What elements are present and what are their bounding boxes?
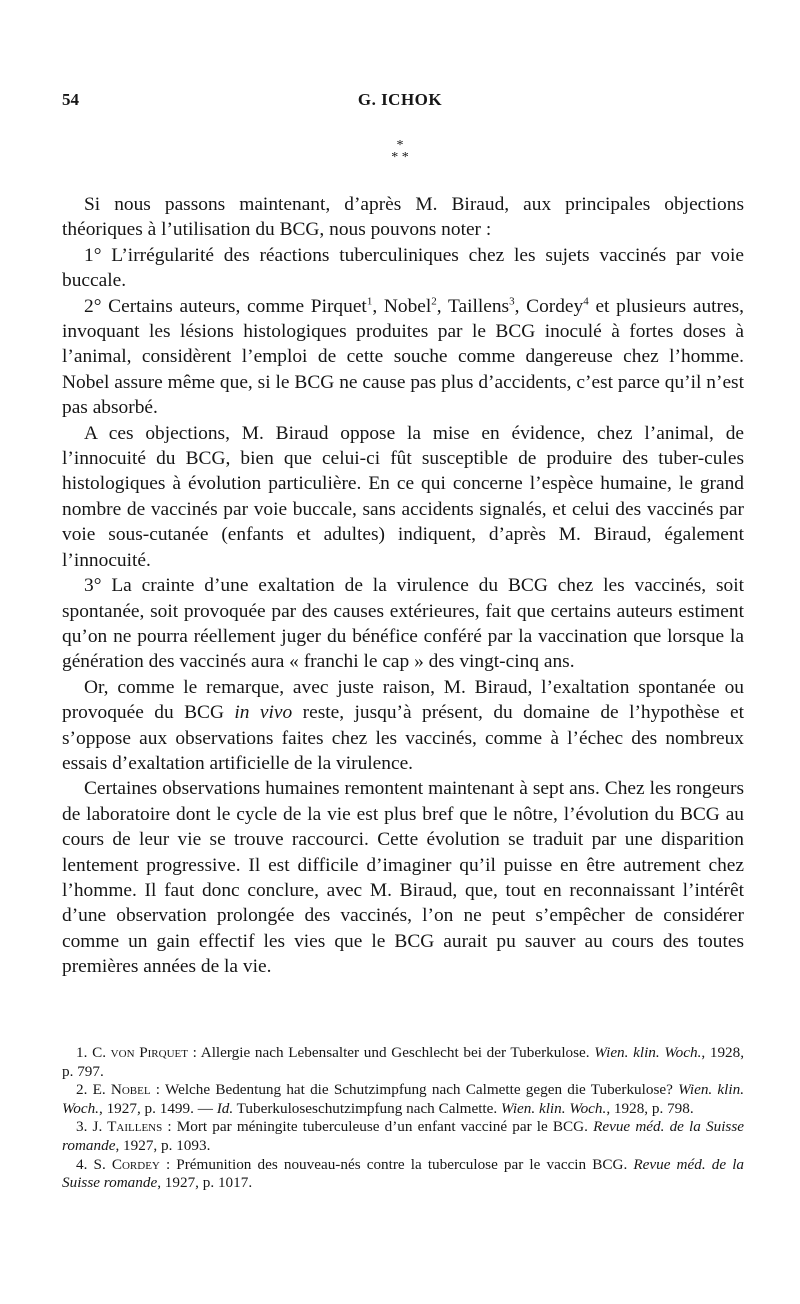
text-run: , Taillens [436,295,510,317]
footnotes [62,1044,744,1193]
text-run: , Nobel [372,295,432,317]
text-run: reste, jusqu’à présent, du domaine de l’hypothèse et s’oppose aux observations faites chez les vaccinés, comme à l’échec des nombreux essais d’exaltation artificielle de la virulence. [62,702,744,774]
text-run: , Cordey [514,295,584,317]
footnote-journal: Revue méd. de la Suisse romande [62,1155,745,1192]
footnote-title: : Prémunition des nouveau-nés contre la tuberculose par le vaccin BCG. [159,1155,634,1173]
footnote-title: : Allergie nach Lebensalter und Geschlecht bei der Tuberkulose. [187,1044,595,1061]
text-run: Or, comme le remarque, avec juste raison, M. Biraud, l’exaltation spontanée ou provoquée du BCG [62,676,744,724]
paragraph-objection-3: 3° La crainte d’une exaltation de la virulence du BCG chez les vaccinés, soit spontanée, soit provoquée par des causes extérieures, fait que certains auteurs estiment qu’on ne pourra réellement juger du bénéfice conféré par la vaccination que lorsque la génération des vaccinés aura « franchi le cap » des vingt-cinq ans. [62,575,744,673]
asterism-separator [0,140,800,164]
footnote-journal: Revue méd. de la Suisse romande [62,1118,744,1154]
paragraph-virulence [62,675,744,777]
paragraph-objection-2 [62,294,744,421]
footnote-3 [62,1118,744,1155]
page-number: 54 [62,90,79,109]
footnote-title: : Welche Bedentung hat die Schutzimpfung nach Calmette gegen die Tuberkulose? [150,1081,679,1099]
text-run: 2° Certains auteurs, comme Pirquet [84,295,367,317]
italic-in-vivo: in vivo [234,702,293,724]
footnote-number: 1. [76,1044,93,1061]
footnote-journal: Wien. klin. Woch. [594,1044,702,1061]
footnote-4 [62,1156,744,1193]
text-run: et plusieurs autres, invoquant les lésions histologiques produites par le BCG inoculé à fortes doses à l’animal, considèrent l’emploi de cette souche comme dangereuse chez l’homme. Nobel assure même que, si le BCG ne cause pas plus d’accidents, c’est parce qu’il n’est pas absorbé. [62,295,745,419]
footnote-tail: , 1927, p. 1017. [157,1174,253,1192]
footnote-ibid: Id. [216,1099,234,1117]
footnote-journal: Wien. klin. Woch. [62,1081,745,1117]
footnote-number: 4. [76,1155,94,1173]
running-title: G. ICHOK [357,90,443,109]
footnote-1 [62,1044,744,1081]
asterism-bottom: * * [391,150,409,165]
footnote-ref-3: 3 [509,295,515,308]
footnote-author: C. von Pirquet [92,1044,188,1061]
footnote-ref-1: 1 [366,295,373,308]
paragraph-conclusion: Certaines observations humaines remontent maintenant à sept ans. Chez les rongeurs de laboratoire dont le cycle de la vie est plus bref que le nôtre, l’évolution du BCG au cours de leur vie se trouve raccourci. Cette évolution se traduit par une disparition lentement progressive. Il est difficile d’imaginer qu’il puisse en être autrement chez l’homme. Il faut donc conclure, avec M. Biraud, que, tout en reconnaissant l’intérêt d’une observation prolongée des vaccinés, l’on ne peut s’empêcher de considérer comme un gain effectif les vies que le BCG aurait pu sauver au cours des toutes premières années de la vie. [62,778,744,978]
footnote-author: E. Nobel [92,1081,151,1099]
footnote-2 [62,1081,744,1118]
paragraph-objection-1: 1° L’irrégularité des réactions tuberculiniques chez les sujets vaccinés par voie buccale. [62,244,744,292]
footnote-title: Tuberkuloseschutzimpfung nach Calmette. [233,1099,501,1117]
footnote-tail: , 1927, p. 1093. [115,1136,211,1154]
asterism-top: * [396,138,404,153]
paragraph-intro: Si nous passons maintenant, d’après M. Biraud, aux principales objections théoriques à l’utilisation du BCG, nous pouvons noter : [62,194,744,241]
paragraph-response: A ces objections, M. Biraud oppose la mise en évidence, chez l’animal, de l’innocuité du BCG, bien que celui-ci fût susceptible de produire des tuber-cules histologiques à évolution particulière. En ce qui concerne l’espèce humaine, le grand nombre de vaccinés par voie buccale, sans accidents signalés, et celui des vaccinés par voie sous-cutanée (enfants et adultes) indiquent, d’après M. Biraud, également l’innocuité. [62,422,744,571]
footnote-title: : Mort par méningite tuberculeuse d’un enfant vacciné par le BCG. [162,1118,594,1136]
footnote-tail: , 1927, p. 1499. — [98,1099,217,1117]
footnote-ref-4: 4 [583,295,589,308]
footnote-number: 2. [76,1081,93,1099]
footnote-journal: Wien. klin. Woch. [501,1099,607,1117]
main-text [62,192,744,980]
footnote-ref-2: 2 [431,295,437,308]
footnote-author: S. Cordey [93,1155,160,1173]
page-header [62,86,738,116]
footnote-tail: , 1928, p. 797. [62,1044,745,1080]
footnote-author: J. Taillens [92,1118,163,1136]
footnote-tail: , 1928, p. 798. [606,1099,694,1117]
footnote-number: 3. [76,1118,93,1136]
